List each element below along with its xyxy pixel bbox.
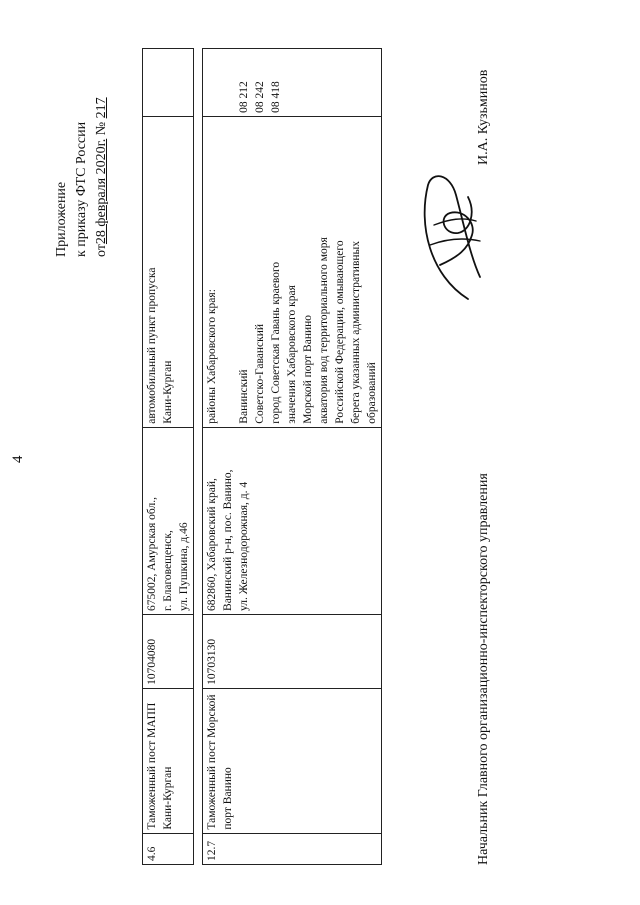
description-line: Российской Федерации, омывающего	[334, 240, 346, 424]
order-number: 217	[94, 97, 109, 119]
description-line: районы Хабаровского края:	[206, 289, 218, 424]
description-line: значения Хабаровского края	[286, 285, 298, 424]
order-date-line	[92, 17, 112, 257]
appendix-header	[52, 17, 112, 257]
address-line: 682860, Хабаровский край,	[206, 478, 218, 611]
post-code: 10704080	[143, 614, 194, 688]
description-line	[220, 120, 236, 424]
page-number: 4	[10, 455, 26, 463]
customs-table-fragment-2	[202, 48, 382, 865]
description-line: Кани-Курган	[162, 360, 174, 424]
description-line: автомобильный пункт пропуска	[146, 267, 158, 424]
post-address	[203, 427, 382, 614]
post-name: Таможенный пост МАПП Кани-Курган	[143, 688, 194, 833]
description-line: берега указанных административных	[350, 240, 362, 424]
table-row	[143, 49, 194, 865]
description-line: образований	[366, 362, 378, 424]
handwritten-signature	[410, 165, 500, 305]
order-date: 28 февраля 2020г.	[94, 138, 109, 245]
jurisdiction-description	[143, 116, 194, 427]
address-line: ул. Железнодорожная, д. 4	[238, 481, 250, 611]
okato-code: 08 212	[238, 81, 250, 113]
signatory-position: Начальник Главного организационно-инспекторского управления	[476, 473, 491, 865]
post-code: 10703130	[203, 614, 382, 688]
address-line: Ванинский р-н, пос. Ванино,	[222, 469, 234, 611]
okato-codes	[143, 49, 194, 117]
okato-code	[204, 52, 220, 113]
row-number: 4.6	[143, 833, 194, 864]
row-number: 12.7	[203, 833, 382, 864]
order-number-prefix: №	[94, 121, 109, 136]
post-name: Таможенный пост Морской порт Ванино	[203, 688, 382, 833]
date-prefix: от	[94, 244, 109, 257]
address-line: г. Благовещенск,	[162, 530, 174, 611]
address-line: ул. Пушкина, д.46	[178, 522, 190, 611]
description-line: Ванинский	[238, 369, 250, 424]
description-line: город Советская Гавань краевого	[270, 261, 282, 424]
okato-code: 08 418	[270, 81, 282, 113]
okato-codes	[203, 49, 382, 117]
appendix-title: Приложение	[54, 181, 69, 257]
description-line: Советско-Гаванский	[254, 323, 266, 424]
customs-table-fragment-1	[142, 48, 194, 865]
post-address	[143, 427, 194, 614]
address-line: 675002, Амурская обл.,	[146, 497, 158, 611]
description-line: акватория вод территориального моря	[318, 237, 330, 424]
jurisdiction-description	[203, 116, 382, 427]
table-row	[203, 49, 382, 865]
signatory-name: И.А. Кузьминов	[476, 69, 491, 165]
okato-code	[220, 52, 236, 113]
okato-code: 08 242	[254, 81, 266, 113]
order-reference: к приказу ФТС России	[74, 121, 89, 257]
description-line: Морской порт Ванино	[302, 314, 314, 424]
